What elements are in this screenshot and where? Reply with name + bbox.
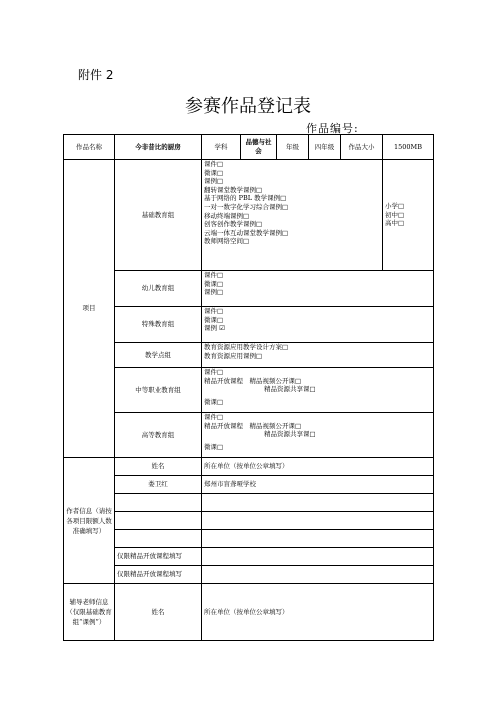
author-name-header: 姓名 xyxy=(115,458,202,476)
author-name-3[interactable] xyxy=(115,512,202,530)
work-name-value[interactable]: 今非昔比的厨房 xyxy=(115,135,202,160)
option-courseware[interactable]: 课件□ xyxy=(204,413,224,421)
mentor-row xyxy=(64,584,434,641)
option-teacher-space[interactable]: 教师网络空间□ xyxy=(204,237,250,246)
option-one-to-one[interactable]: 一对一数字化学习综合课例□ xyxy=(204,202,289,211)
option-microlesson[interactable]: 微课□ xyxy=(204,442,224,451)
author-row-open-course xyxy=(64,566,434,584)
subject-label: 学科 xyxy=(202,135,241,160)
teaching-points-group-label: 教学点组 xyxy=(115,343,202,368)
option-resource-sharing[interactable]: 精品资源共享课□ xyxy=(264,430,316,439)
option-lesson-case-checked[interactable]: 课例 ☑ xyxy=(204,324,225,333)
project-row-preschool xyxy=(64,271,434,307)
teaching-points-options xyxy=(202,343,434,368)
option-cloud[interactable]: 云端一体互动课堂教学课例□ xyxy=(204,228,289,237)
special-group-label: 特殊教育组 xyxy=(115,307,202,343)
author-row xyxy=(64,512,434,530)
author-unit-header: 所在单位（按单位公章填写） xyxy=(202,458,434,476)
school-level-options xyxy=(383,160,434,271)
option-courseware[interactable]: 课件□ xyxy=(204,271,224,279)
page-title: 参赛作品登记表 xyxy=(185,96,311,117)
project-row-special xyxy=(64,307,434,343)
work-name-label: 作品名称 xyxy=(64,135,115,160)
option-open-course-video[interactable]: 精品开放课程 精品视频公开课□ xyxy=(204,421,302,430)
option-pbl[interactable]: 基于网络的 PBL 教学课例□ xyxy=(204,194,287,203)
author-unit-2[interactable] xyxy=(202,494,434,512)
preschool-group-label: 幼儿教育组 xyxy=(115,271,202,307)
author-name-4[interactable] xyxy=(115,530,202,548)
option-courseware[interactable]: 课件□ xyxy=(204,160,224,168)
option-open-course-video[interactable]: 精品开放课程 精品视频公开课□ xyxy=(204,376,302,385)
subject-value[interactable]: 品德与社会 xyxy=(241,135,277,160)
author-name-2[interactable] xyxy=(115,494,202,512)
author-name-1[interactable]: 娄卫红 xyxy=(115,476,202,494)
project-row-basic xyxy=(64,160,434,271)
open-course-note-1[interactable]: 仅限精品开放课程填写 xyxy=(115,548,202,566)
option-resource-sharing[interactable]: 精品资源共享课□ xyxy=(264,385,316,394)
option-microlesson[interactable]: 微课□ xyxy=(204,168,224,177)
higher-group-label: 高等教育组 xyxy=(115,413,202,458)
option-mobile[interactable]: 移动终端课例□ xyxy=(204,211,250,220)
author-row-open-course xyxy=(64,548,434,566)
option-resource-case[interactable]: 教育资源应用课例□ xyxy=(204,351,263,360)
grade-label: 年级 xyxy=(277,135,309,160)
project-row-teaching-points xyxy=(64,343,434,368)
open-course-unit-1[interactable] xyxy=(202,548,434,566)
project-label: 项目 xyxy=(64,160,115,458)
author-header-row xyxy=(64,458,434,476)
mentor-info-label: 辅导老师信息（仅限基础教育组“课例”） xyxy=(64,584,115,641)
option-maker[interactable]: 创客创作教学课例□ xyxy=(204,220,263,229)
author-unit-4[interactable] xyxy=(202,530,434,548)
option-microlesson[interactable]: 微课□ xyxy=(204,279,224,288)
option-courseware[interactable]: 课件□ xyxy=(204,368,224,376)
preschool-options xyxy=(202,271,434,307)
author-info-label: 作者信息（请按各项目限额人数准确填写） xyxy=(64,458,115,584)
grade-value[interactable]: 四年级 xyxy=(309,135,341,160)
author-row xyxy=(64,530,434,548)
registration-form xyxy=(63,134,434,641)
option-courseware[interactable]: 课件□ xyxy=(204,307,224,315)
option-design-plan[interactable]: 教育资源应用教学设计方案□ xyxy=(204,343,289,351)
author-row xyxy=(64,476,434,494)
basic-group-label: 基础教育组 xyxy=(115,160,202,271)
level-primary[interactable]: 小学□ xyxy=(385,202,405,211)
basic-options xyxy=(202,160,383,271)
option-flipped-classroom[interactable]: 翻转课堂教学课例□ xyxy=(204,185,263,194)
attachment-label: 附件 2 xyxy=(78,68,114,82)
project-row-higher xyxy=(64,413,434,458)
author-row xyxy=(64,494,434,512)
open-course-unit-2[interactable] xyxy=(202,566,434,584)
open-course-note-2[interactable]: 仅限精品开放课程填写 xyxy=(115,566,202,584)
mentor-unit-header: 所在单位（按单位公章填写） xyxy=(202,584,434,641)
author-unit-3[interactable] xyxy=(202,512,434,530)
option-microlesson[interactable]: 微课□ xyxy=(204,397,224,406)
author-unit-1[interactable]: 郑州市盲聋哑学校 xyxy=(202,476,434,494)
level-senior[interactable]: 高中□ xyxy=(385,219,405,228)
size-value[interactable]: 1500MB xyxy=(383,135,434,160)
header-row xyxy=(64,135,434,160)
special-options xyxy=(202,307,434,343)
vocational-group-label: 中等职业教育组 xyxy=(115,368,202,413)
work-number-label: 作品编号: xyxy=(306,122,359,135)
mentor-name-header: 姓名 xyxy=(115,584,202,641)
project-row-vocational xyxy=(64,368,434,413)
option-lesson-case[interactable]: 课例□ xyxy=(204,177,224,186)
option-lesson-case[interactable]: 课例□ xyxy=(204,288,224,297)
level-junior[interactable]: 初中□ xyxy=(385,210,405,219)
size-label: 作品大小 xyxy=(341,135,383,160)
vocational-options xyxy=(202,368,434,413)
higher-options xyxy=(202,413,434,458)
option-microlesson[interactable]: 微课□ xyxy=(204,315,224,324)
